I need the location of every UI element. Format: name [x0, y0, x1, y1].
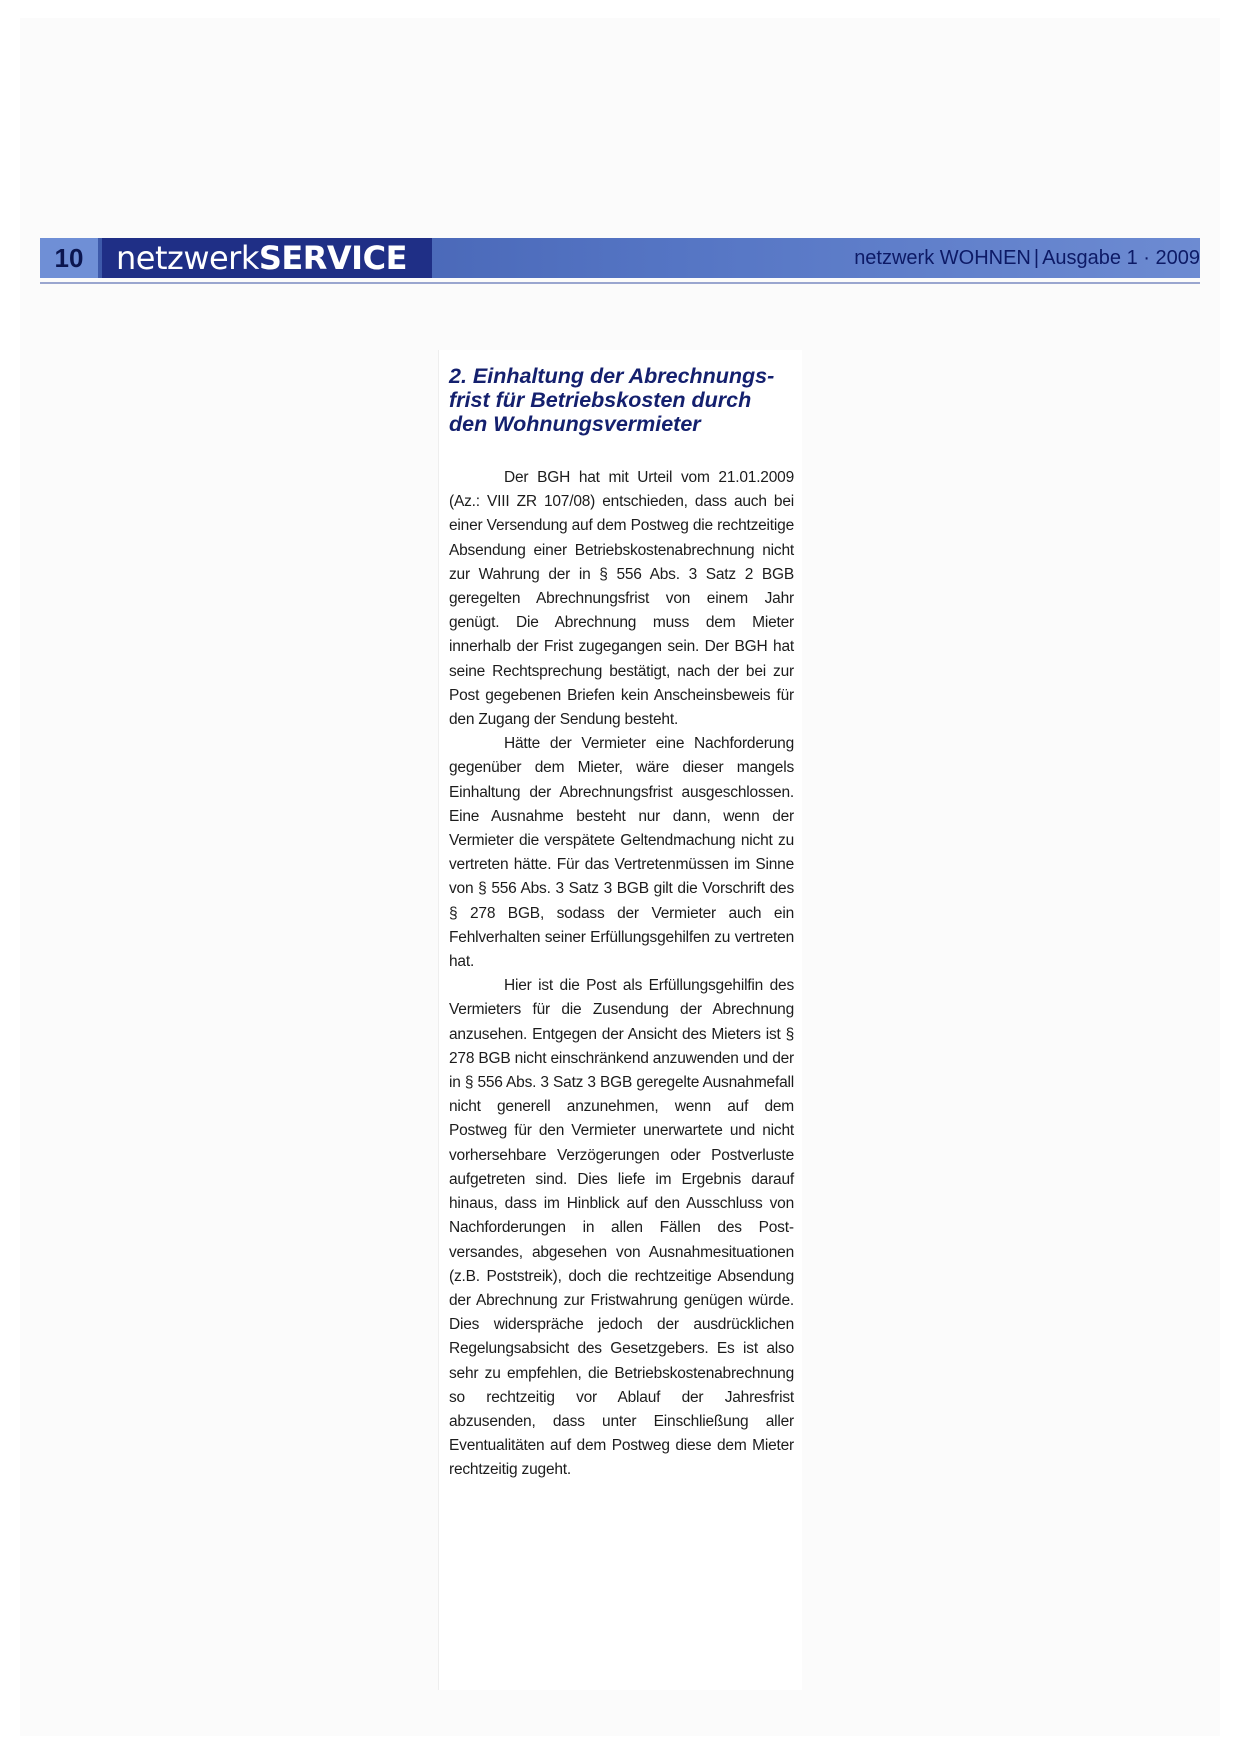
publication-name: netzwerk WOHNEN [854, 247, 1031, 269]
section-title-bold: SERVICE [258, 239, 407, 277]
issue-label: Ausgabe 1 · 2009 [1042, 247, 1200, 269]
section-title [102, 238, 432, 278]
article-column [438, 350, 802, 1690]
article-paragraph: Der BGH hat mit Urteil vom 21.01.2009 (Az.: VIII ZR 107/08) entschieden, dass auch bei einer Versendung auf dem Postweg die rechtzeitige Absendung einer Betriebskostenabrechnung nicht zur Wahrung der in § 556 Abs. 3 Satz 2 BGB geregelten Abrechnungsfrist von einem Jahr genügt. Die Abrechnung muss dem Mieter innerhalb der Frist zugegangen sein. Der BGH hat seine Rechtsprechung bestätigt, nach der bei zur Post gegebenen Briefen kein Anscheinsbeweis für den Zugang der Sendung besteht. [449, 469, 794, 729]
publication-separator: | [1033, 247, 1040, 269]
article-paragraph: Hätte der Vermieter eine Nachforderung gegenüber dem Mieter, wäre dieser mangels Einhaltung der Abrechnungsfrist ausgeschlossen. Eine Ausnahme besteht nur dann, wenn der Vermieter die verspätete Geltendmachung nicht zu vertreten hätte. Für das Vertretenmüssen im Sinne von § 556 Abs. 3 Satz 3 BGB gilt die Vorschrift des § 278 BGB, sodass der Vermieter auch ein Fehlverhalten seiner Erfüllungsgehilfen zu vertreten hat. [449, 735, 794, 971]
article-title: 2. Einhaltung der Abrechnungsfrist für Betriebskosten durch den Wohnungsvermieter [449, 364, 775, 436]
page-number: 10 [40, 238, 98, 278]
section-title-light: netzwerk [116, 239, 259, 277]
article-paragraph: Hier ist die Post als Erfüllungsgehilfin des Vermieters für die Zusendung der Abrechnung anzusehen. Entgegen der Ansicht des Mieters ist § 278 BGB nicht einschränkend anzuwenden und der in § 556 Abs. 3 Satz 3 BGB geregelte Ausnahmefall nicht generell anzunehmen, wenn auf dem Postweg für den Vermieter unerwartete und nicht vorhersehbare Verzögerungen oder Postverluste aufgetreten sind. Dies liefe im Ergebnis darauf hinaus, dass im Hinblick auf den Ausschluss von Nachforderungen in allen Fällen des Postversandes, abgesehen von Ausnahmesituationen (z.B. Poststreik), doch die rechtzeitige Absendung der Abrechnung zur Fristwahrung genügen würde. Dies widerspräche jedoch der ausdrücklichen Regelungsabsicht des Gesetzgebers. Es ist also sehr zu empfehlen, die Betriebskostenabrechnung so rechtzeitig vor Ablauf der Jahresfrist abzusenden, dass unter Einschließung aller Eventualitäten auf dem Postweg diese dem Mieter rechtzeitig zugeht. [449, 977, 794, 1479]
article-body [449, 466, 794, 1483]
publication-info [854, 238, 1200, 278]
header-rule [40, 282, 1200, 284]
